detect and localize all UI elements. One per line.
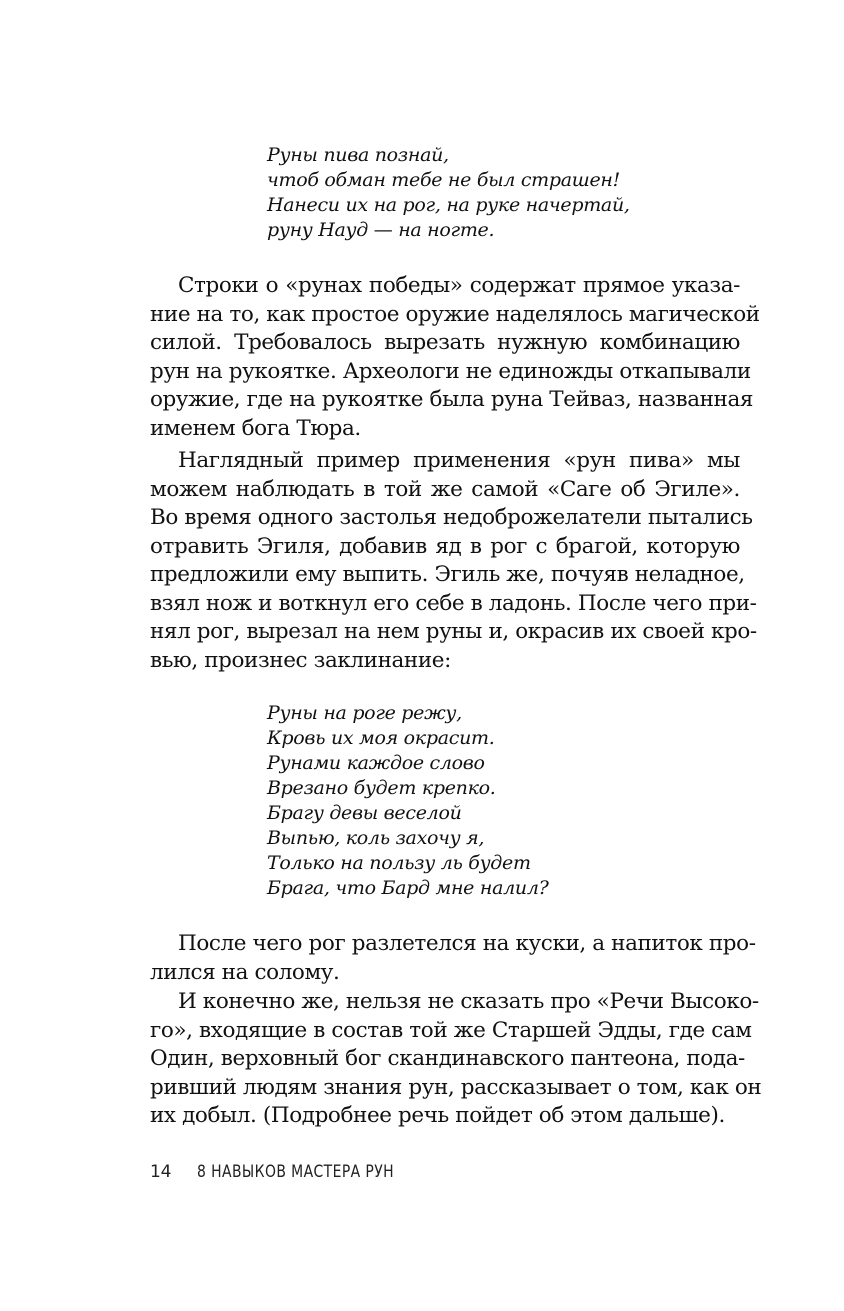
verse-line: Только на пользу ль будет — [267, 852, 531, 874]
paragraph-line: взял нож и воткнул его себе в ладонь. После чего при- — [150, 590, 757, 616]
paragraph-line: их добыл. (Подробнее речь пойдет об этом дальше). — [150, 1103, 725, 1128]
verse-line: Руны пива познай, — [267, 144, 449, 166]
verse-line: Руны на роге режу, — [267, 702, 462, 724]
paragraph-line: именем бога Тюра. — [150, 415, 361, 441]
paragraph-line: После чего рог разлетелся на куски, а напиток про- — [178, 931, 756, 956]
paragraph-line: предложили ему выпить. Эгиль же, почуяв неладное, — [150, 562, 745, 587]
paragraph-line: лился на солому. — [150, 959, 340, 985]
paragraph-line: рун на рукоятке. Археологи не единожды откапывали — [150, 358, 751, 384]
paragraph-line: нял рог, вырезал на нем руны и, окрасив их своей кро- — [150, 619, 757, 644]
verse-line: Нанеси их на рог, на руке начертай, — [267, 194, 630, 216]
paragraph-line: вью, произнес заклинание: — [150, 647, 451, 673]
paragraph-line: Один, верховный бог скандинавского пантеона, пода- — [150, 1046, 745, 1071]
paragraph-line: отравить Эгиля, добавив яд в рог с брагой, которую — [150, 533, 740, 559]
paragraph-3 — [150, 930, 756, 987]
verse-block-2 — [267, 701, 787, 901]
paragraph-line: Строки о «рунах победы» содержат прямое указа- — [178, 273, 740, 298]
paragraph-line: ние на то, как простое оружие наделялось магической — [150, 301, 760, 327]
verse-line: Кровь их моя окрасит. — [267, 727, 495, 749]
verse-line: Выпью, коль захочу я, — [267, 827, 485, 849]
verse-line: Брага, что Бард мне налил? — [267, 877, 549, 899]
paragraph-2 — [150, 447, 757, 675]
paragraph-line: И конечно же, нельзя не сказать про «Речи Высоко- — [178, 989, 759, 1014]
paragraph-line: Наглядный пример применения «рун пива» мы — [178, 448, 740, 473]
paragraph-1 — [150, 272, 760, 443]
paragraph-line: можем наблюдать в той же самой «Саге об Эгиле». — [150, 476, 740, 502]
verse-line: Брагу девы веселой — [267, 802, 462, 824]
paragraph-line: ривший людям знания рун, рассказывает о том, как он — [150, 1074, 762, 1100]
verse-line: чтоб обман тебе не был страшен! — [267, 169, 620, 191]
page-number: 14 — [150, 1162, 172, 1182]
verse-line: Рунами каждое слово — [267, 752, 485, 774]
verse-line: руну Науд — на ногте. — [267, 219, 495, 241]
paragraph-line: го», входящие в состав той же Старшей Эдды, где сам — [150, 1017, 752, 1043]
paragraph-4 — [150, 988, 762, 1131]
paragraph-line: Во время одного застолья недоброжелатели пытались — [150, 505, 753, 530]
verse-line: Врезано будет крепко. — [267, 777, 496, 799]
paragraph-line: оружие, где на рукоятке была руна Тейваз, названная — [150, 387, 754, 412]
verse-block-1 — [267, 143, 787, 243]
running-title: 8 НАВЫКОВ МАСТЕРА РУН — [197, 1162, 395, 1182]
paragraph-line: силой. Требовалось вырезать нужную комбинацию — [150, 330, 740, 355]
